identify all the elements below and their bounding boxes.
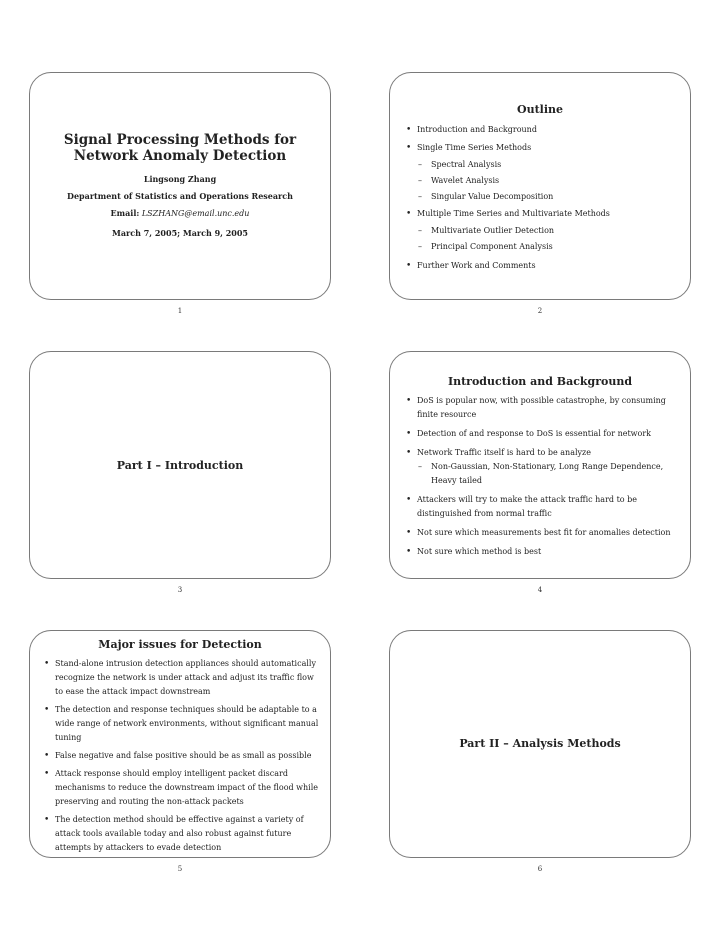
email-line: [30, 208, 330, 218]
page-number-3: 3: [177, 586, 183, 594]
slide-3: [29, 351, 331, 579]
list-item-text: Single Time Series Methods: [417, 143, 532, 152]
list-item: [406, 446, 676, 488]
list-item: • Introduction and Background: [406, 123, 676, 137]
presentation-dates: March 7, 2005; March 9, 2005: [112, 228, 248, 238]
list-item: [406, 207, 676, 255]
slide-2-title: Outline: [516, 103, 563, 116]
list-item: • Not sure which measurements best fit for anomalies detection: [406, 526, 676, 540]
sub-list: [406, 157, 676, 205]
slide-2: [389, 72, 691, 300]
slide-1-title: Signal Processing Methods for Network Anomaly Detection: [63, 132, 297, 164]
sub-list-item: – Wavelet Analysis: [406, 173, 676, 189]
list-item: • Attackers will try to make the attack traffic hard to be distinguished from normal traffic: [406, 493, 676, 521]
email-label: Email:: [110, 208, 140, 218]
page-number-2: 2: [537, 307, 543, 315]
slide-5: [29, 630, 331, 858]
department: Department of Statistics and Operations Research: [67, 191, 293, 201]
slide-4-title: Introduction and Background: [447, 375, 633, 388]
list-item: • The detection and response techniques should be adaptable to a wide range of network environments, without significant manual tuning: [44, 703, 320, 745]
list-item: [406, 141, 676, 205]
sub-list: [406, 460, 676, 488]
sub-list-item: – Multivariate Outlier Detection: [406, 223, 676, 239]
page-number-5: 5: [177, 865, 183, 873]
sub-list-item: – Principal Component Analysis: [406, 239, 676, 255]
outline-list: [406, 123, 676, 273]
page-number-4: 4: [537, 586, 543, 594]
page-number-6: 6: [537, 865, 543, 873]
list-item: • Detection of and response to DoS is essential for network: [406, 427, 676, 441]
sub-list-item: – Spectral Analysis: [406, 157, 676, 173]
list-item: • Attack response should employ intelligent packet discard mechanisms to reduce the downstream impact of the flood while preserving and routing the non-attack packets: [44, 767, 320, 809]
sub-list-item: – Singular Value Decomposition: [406, 189, 676, 205]
email-address: LSZHANG@email.unc.edu: [141, 209, 250, 218]
slide-5-title: Major issues for Detection: [98, 638, 262, 651]
list-item-text: Network Traffic itself is hard to be analyze: [417, 448, 592, 457]
sub-list: [406, 223, 676, 255]
page-number-1: 1: [177, 307, 183, 315]
list-item: • Stand-alone intrusion detection appliances should automatically recognize the network is under attack and adjust its traffic flow to ease the attack impact downstream: [44, 657, 320, 699]
list-item: • False negative and false positive should be as small as possible: [44, 749, 320, 763]
slide-6-title: Part II – Analysis Methods: [459, 737, 621, 750]
list-item: • The detection method should be effective against a variety of attack tools available today and also robust against future attempts by attackers to evade detection: [44, 813, 320, 855]
list-item: • DoS is popular now, with possible catastrophe, by consuming finite resource: [406, 394, 676, 422]
slide-4: [389, 351, 691, 579]
slide-3-title: Part I – Introduction: [116, 459, 244, 472]
list-item-text: Multiple Time Series and Multivariate Methods: [417, 209, 610, 218]
background-list: [406, 394, 676, 559]
slide-6: [389, 630, 691, 858]
slide-1: [29, 72, 331, 300]
author-name: Lingsong Zhang: [143, 174, 217, 184]
list-item: • Further Work and Comments: [406, 259, 676, 273]
list-item: • Not sure which method is best: [406, 545, 676, 559]
sub-list-item: – Non-Gaussian, Non-Stationary, Long Range Dependence, Heavy tailed: [406, 460, 676, 488]
issues-list: [44, 657, 320, 855]
